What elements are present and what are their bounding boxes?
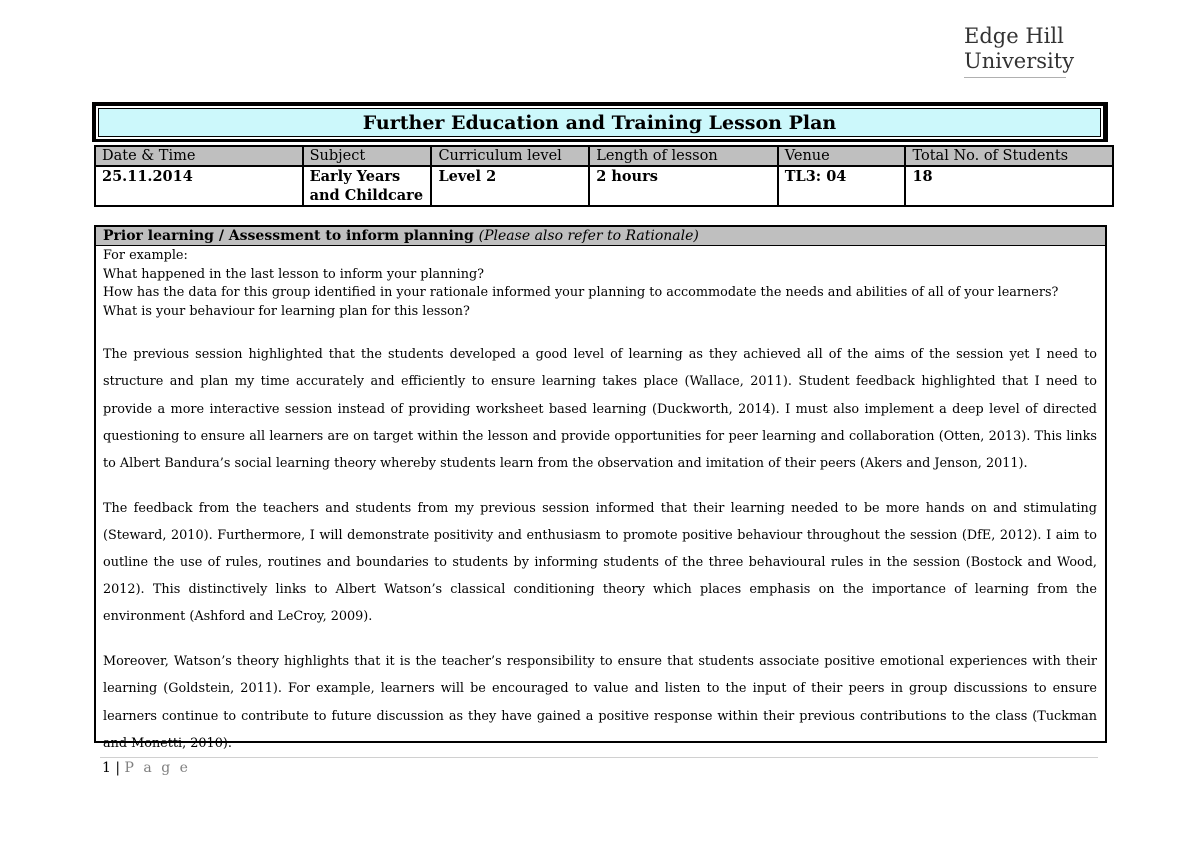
- value-total-students: 18: [905, 166, 1113, 206]
- header-date-time: Date & Time: [95, 146, 303, 166]
- prompt-line: What happened in the last lesson to inform your planning?: [103, 266, 485, 282]
- value-curriculum-level: Level 2: [431, 166, 589, 206]
- university-logo: [964, 24, 1075, 78]
- header-total-students: Total No. of Students: [905, 146, 1113, 166]
- logo-line-1: Edge Hill: [964, 24, 1064, 48]
- lesson-info-table: [94, 145, 1114, 207]
- value-venue: TL3: 04: [778, 166, 906, 206]
- prior-learning-section: [94, 225, 1107, 751]
- body-paragraph: The feedback from the teachers and students from my previous session informed that their learning needed to be more hands on and stimulating (Steward, 2010). Furthermore, I will demonstrate positivity and enthusiasm to promote positive behaviour throughout the session (DfE, 2012). I aim to outline the use of rules, routines and boundaries to students by informing students of the three behavioural rules in the session (Bostock and Wood, 2012). This distinctively links to Albert Watson’s classical conditioning theory which places emphasis on the importance of learning from the environment (Ashford and LeCroy, 2009).: [103, 500, 1097, 625]
- prior-learning-heading-note: (Please also refer to Rationale): [478, 228, 699, 244]
- value-subject: Early Years and Childcare: [303, 166, 432, 206]
- page-separator: |: [115, 760, 121, 776]
- header-venue: Venue: [778, 146, 906, 166]
- value-date-time: 25.11.2014: [95, 166, 303, 206]
- header-curriculum-level: Curriculum level: [431, 146, 589, 166]
- lesson-info-value-row: [95, 166, 1113, 206]
- prompt-line: For example:: [103, 248, 188, 263]
- body-paragraph: Moreover, Watson’s theory highlights that it is the teacher’s responsibility to ensure that students associate positive emotional experiences with their learning (Goldstein, 2011). For example, learners will be encouraged to value and listen to the input of their peers in group discussions to ensure learners continue to contribute to future discussion as they have gained a positive response within their previous contributions to the class (Tuckman and Monetti, 2010).: [103, 654, 1097, 751]
- prior-learning-heading-text: Prior learning / Assessment to inform planning: [103, 228, 474, 244]
- page-footer: [102, 760, 190, 776]
- footer-divider: [100, 757, 1098, 758]
- body-paragraph: The previous session highlighted that the students developed a good level of learning as they achieved all of the aims of the session yet I need to structure and plan my time accurately and efficiently to ensure learning takes place (Wallace, 2011). Student feedback highlighted that I need to provide a more interactive session instead of providing worksheet based learning (Duckworth, 2014). I must also implement a deep level of directed questioning to ensure all learners are on target within the lesson and provide opportunities for peer learning and collaboration (Otten, 2013). This links to Albert Bandura’s social learning theory whereby students learn from the observation and imitation of their peers (Akers and Jenson, 2011).: [103, 347, 1097, 471]
- prior-learning-heading: [96, 227, 1105, 246]
- lesson-info-header-row: [95, 146, 1113, 166]
- prompt-line: How has the data for this group identified in your rationale informed your planning to accommodate the needs and abilities of all of your learners?: [103, 285, 1059, 301]
- prompt-questions: [96, 246, 1105, 321]
- page-number: 1: [102, 760, 111, 776]
- prompt-line: What is your behaviour for learning plan for this lesson?: [103, 303, 470, 319]
- logo-line-2: University: [964, 49, 1075, 73]
- page-label: P a g e: [124, 760, 191, 776]
- logo-underline: [964, 77, 1066, 78]
- lesson-plan-title-box: [92, 102, 1108, 142]
- value-length-of-lesson: 2 hours: [589, 166, 778, 206]
- lesson-plan-title: Further Education and Training Lesson Plan: [98, 108, 1101, 137]
- header-length-of-lesson: Length of lesson: [589, 146, 778, 166]
- header-subject: Subject: [303, 146, 432, 166]
